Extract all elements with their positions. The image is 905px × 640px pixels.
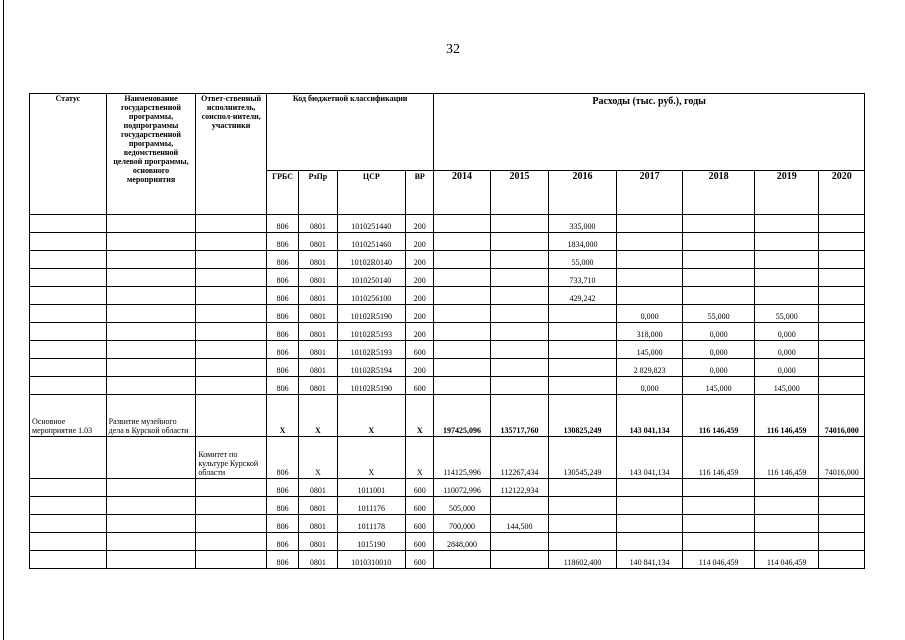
header-year-2014: 2014 bbox=[434, 171, 490, 215]
cell-rzpr: 0801 bbox=[299, 377, 337, 395]
cell-vr: 200 bbox=[406, 359, 434, 377]
cell-year-2014 bbox=[434, 341, 490, 359]
cell-year-2016: 1834,000 bbox=[549, 233, 617, 251]
table-row bbox=[30, 305, 865, 323]
cell-year-2020 bbox=[819, 359, 865, 377]
cell-name bbox=[106, 215, 196, 233]
cell-status: Основное мероприятие 1.03 bbox=[30, 395, 107, 437]
cell-year-2020: 74016,000 bbox=[819, 395, 865, 437]
cell-year-2017 bbox=[616, 233, 683, 251]
cell-csr: 1010250140 bbox=[337, 269, 406, 287]
header-code-grbs: ГРБС bbox=[266, 171, 298, 215]
cell-year-2014 bbox=[434, 305, 490, 323]
cell-csr: 1010310010 bbox=[337, 551, 406, 569]
cell-year-2017: 143 041,134 bbox=[616, 395, 683, 437]
cell-status bbox=[30, 497, 107, 515]
cell-csr: 1010251440 bbox=[337, 215, 406, 233]
cell-year-2015 bbox=[490, 377, 548, 395]
cell-year-2018 bbox=[683, 251, 755, 269]
cell-status bbox=[30, 341, 107, 359]
cell-year-2018 bbox=[683, 269, 755, 287]
cell-year-2019 bbox=[754, 269, 819, 287]
cell-year-2020: 74016,000 bbox=[819, 437, 865, 479]
table-row bbox=[30, 515, 865, 533]
cell-rzpr: 0801 bbox=[299, 233, 337, 251]
cell-year-2019 bbox=[754, 515, 819, 533]
cell-year-2018: 0,000 bbox=[683, 323, 755, 341]
cell-year-2016: 429,242 bbox=[549, 287, 617, 305]
table-row bbox=[30, 533, 865, 551]
table-row bbox=[30, 395, 865, 437]
cell-name bbox=[106, 305, 196, 323]
cell-year-2015 bbox=[490, 359, 548, 377]
cell-rzpr: 0801 bbox=[299, 323, 337, 341]
cell-year-2018: 114 046,459 bbox=[683, 551, 755, 569]
cell-rzpr: 0801 bbox=[299, 269, 337, 287]
cell-year-2016 bbox=[549, 341, 617, 359]
cell-year-2020 bbox=[819, 305, 865, 323]
cell-grbs: 806 bbox=[266, 251, 298, 269]
cell-year-2020 bbox=[819, 233, 865, 251]
cell-name bbox=[106, 269, 196, 287]
cell-executor bbox=[196, 251, 267, 269]
cell-year-2019: 55,000 bbox=[754, 305, 819, 323]
cell-year-2020 bbox=[819, 497, 865, 515]
cell-year-2014: 114125,996 bbox=[434, 437, 490, 479]
cell-vr: 600 bbox=[406, 377, 434, 395]
cell-vr: 600 bbox=[406, 479, 434, 497]
cell-year-2017 bbox=[616, 215, 683, 233]
cell-year-2018: 0,000 bbox=[683, 359, 755, 377]
header-year-2016: 2016 bbox=[549, 171, 617, 215]
table-row bbox=[30, 479, 865, 497]
cell-csr: 10102R5193 bbox=[337, 341, 406, 359]
cell-year-2019 bbox=[754, 233, 819, 251]
cell-year-2018 bbox=[683, 515, 755, 533]
cell-year-2014: 2848,000 bbox=[434, 533, 490, 551]
cell-year-2020 bbox=[819, 479, 865, 497]
cell-grbs: 806 bbox=[266, 323, 298, 341]
cell-year-2016 bbox=[549, 359, 617, 377]
cell-year-2019 bbox=[754, 287, 819, 305]
cell-vr: 200 bbox=[406, 269, 434, 287]
cell-vr: Х bbox=[406, 395, 434, 437]
cell-year-2019 bbox=[754, 497, 819, 515]
cell-name bbox=[106, 251, 196, 269]
cell-vr: 600 bbox=[406, 533, 434, 551]
cell-status bbox=[30, 305, 107, 323]
cell-year-2019: 145,000 bbox=[754, 377, 819, 395]
cell-name bbox=[106, 287, 196, 305]
header-status: Статус bbox=[30, 94, 107, 215]
cell-year-2017: 143 041,134 bbox=[616, 437, 683, 479]
cell-year-2018: 116 146,459 bbox=[683, 437, 755, 479]
cell-executor bbox=[196, 377, 267, 395]
cell-name bbox=[106, 437, 196, 479]
cell-year-2015: 135717,760 bbox=[490, 395, 548, 437]
cell-year-2015: 112122,934 bbox=[490, 479, 548, 497]
cell-executor bbox=[196, 395, 267, 437]
cell-year-2015 bbox=[490, 305, 548, 323]
cell-csr: 1011176 bbox=[337, 497, 406, 515]
cell-year-2014 bbox=[434, 269, 490, 287]
table-row bbox=[30, 269, 865, 287]
cell-year-2017: 2 829,823 bbox=[616, 359, 683, 377]
cell-vr: 600 bbox=[406, 341, 434, 359]
cell-year-2015: 112267,434 bbox=[490, 437, 548, 479]
cell-year-2018 bbox=[683, 215, 755, 233]
cell-year-2017 bbox=[616, 251, 683, 269]
header-year-2019: 2019 bbox=[754, 171, 819, 215]
cell-year-2016 bbox=[549, 305, 617, 323]
cell-year-2020 bbox=[819, 287, 865, 305]
cell-status bbox=[30, 269, 107, 287]
cell-year-2017: 0,000 bbox=[616, 377, 683, 395]
cell-executor bbox=[196, 515, 267, 533]
table-row bbox=[30, 377, 865, 395]
cell-year-2017: 318,000 bbox=[616, 323, 683, 341]
cell-year-2019 bbox=[754, 215, 819, 233]
cell-year-2014: 110072,996 bbox=[434, 479, 490, 497]
cell-year-2015 bbox=[490, 215, 548, 233]
cell-year-2019 bbox=[754, 479, 819, 497]
cell-executor bbox=[196, 359, 267, 377]
cell-csr: 1011178 bbox=[337, 515, 406, 533]
cell-year-2018: 145,000 bbox=[683, 377, 755, 395]
cell-year-2014 bbox=[434, 551, 490, 569]
cell-name: Развитие музейного дела в Курской области bbox=[106, 395, 196, 437]
cell-year-2018: 116 146,459 bbox=[683, 395, 755, 437]
header-year-2018: 2018 bbox=[683, 171, 755, 215]
cell-grbs: 806 bbox=[266, 437, 298, 479]
cell-executor bbox=[196, 233, 267, 251]
header-codes-group: Код бюджетной классификации bbox=[266, 94, 433, 171]
cell-year-2019: 0,000 bbox=[754, 341, 819, 359]
cell-vr: 600 bbox=[406, 497, 434, 515]
cell-csr: 1015190 bbox=[337, 533, 406, 551]
cell-year-2018 bbox=[683, 497, 755, 515]
cell-vr: 600 bbox=[406, 551, 434, 569]
cell-year-2018 bbox=[683, 287, 755, 305]
cell-executor: Комитет по культуре Курской области bbox=[196, 437, 267, 479]
cell-year-2019: 0,000 bbox=[754, 359, 819, 377]
cell-rzpr: Х bbox=[299, 395, 337, 437]
table-row bbox=[30, 233, 865, 251]
header-code-csr: ЦСР bbox=[337, 171, 406, 215]
cell-csr: 10102R5193 bbox=[337, 323, 406, 341]
cell-csr: 10102R0140 bbox=[337, 251, 406, 269]
cell-year-2014: 197425,096 bbox=[434, 395, 490, 437]
cell-year-2016 bbox=[549, 515, 617, 533]
budget-table bbox=[29, 93, 865, 569]
cell-csr: 1011001 bbox=[337, 479, 406, 497]
cell-year-2014 bbox=[434, 251, 490, 269]
cell-rzpr: 0801 bbox=[299, 305, 337, 323]
cell-year-2020 bbox=[819, 515, 865, 533]
cell-year-2016: 733,710 bbox=[549, 269, 617, 287]
cell-status bbox=[30, 215, 107, 233]
cell-csr: 10102R5190 bbox=[337, 305, 406, 323]
cell-name bbox=[106, 323, 196, 341]
cell-year-2019 bbox=[754, 251, 819, 269]
cell-grbs: 806 bbox=[266, 551, 298, 569]
cell-year-2017: 145,000 bbox=[616, 341, 683, 359]
header-year-2015: 2015 bbox=[490, 171, 548, 215]
cell-year-2017 bbox=[616, 533, 683, 551]
cell-name bbox=[106, 533, 196, 551]
cell-year-2019 bbox=[754, 533, 819, 551]
table-row bbox=[30, 215, 865, 233]
cell-year-2015 bbox=[490, 233, 548, 251]
cell-year-2016 bbox=[549, 533, 617, 551]
cell-year-2018: 55,000 bbox=[683, 305, 755, 323]
cell-name bbox=[106, 551, 196, 569]
cell-rzpr: 0801 bbox=[299, 287, 337, 305]
table-row bbox=[30, 437, 865, 479]
cell-executor bbox=[196, 341, 267, 359]
cell-csr: 1010256100 bbox=[337, 287, 406, 305]
cell-year-2019: 0,000 bbox=[754, 323, 819, 341]
cell-year-2015 bbox=[490, 251, 548, 269]
cell-rzpr: 0801 bbox=[299, 533, 337, 551]
cell-rzpr: 0801 bbox=[299, 251, 337, 269]
cell-year-2016: 335,000 bbox=[549, 215, 617, 233]
cell-year-2016 bbox=[549, 323, 617, 341]
cell-executor bbox=[196, 479, 267, 497]
cell-year-2020 bbox=[819, 341, 865, 359]
cell-year-2014: 505,000 bbox=[434, 497, 490, 515]
cell-year-2018 bbox=[683, 533, 755, 551]
cell-year-2015 bbox=[490, 533, 548, 551]
cell-year-2016 bbox=[549, 377, 617, 395]
header-year-2020: 2020 bbox=[819, 171, 865, 215]
cell-name bbox=[106, 233, 196, 251]
table-row bbox=[30, 287, 865, 305]
cell-status bbox=[30, 233, 107, 251]
cell-year-2018: 0,000 bbox=[683, 341, 755, 359]
table-row bbox=[30, 551, 865, 569]
cell-rzpr: 0801 bbox=[299, 359, 337, 377]
cell-rzpr: Х bbox=[299, 437, 337, 479]
table-row bbox=[30, 497, 865, 515]
cell-grbs: 806 bbox=[266, 359, 298, 377]
cell-year-2016: 55,000 bbox=[549, 251, 617, 269]
cell-csr: Х bbox=[337, 437, 406, 479]
cell-rzpr: 0801 bbox=[299, 341, 337, 359]
cell-name bbox=[106, 377, 196, 395]
header-years-group: Расходы (тыс. руб.), годы bbox=[434, 94, 865, 171]
cell-executor bbox=[196, 287, 267, 305]
cell-vr: 200 bbox=[406, 323, 434, 341]
cell-status bbox=[30, 551, 107, 569]
cell-grbs: 806 bbox=[266, 305, 298, 323]
cell-year-2019: 114 046,459 bbox=[754, 551, 819, 569]
cell-executor bbox=[196, 497, 267, 515]
cell-year-2017 bbox=[616, 479, 683, 497]
header-name: Наименование государственной программы, подпрограммы государственной программы, ведомственной целевой программы, основного мероприятия bbox=[106, 94, 196, 215]
cell-year-2017 bbox=[616, 269, 683, 287]
cell-year-2017: 0,000 bbox=[616, 305, 683, 323]
cell-grbs: 806 bbox=[266, 233, 298, 251]
page-number: 32 bbox=[446, 42, 460, 57]
cell-year-2018 bbox=[683, 479, 755, 497]
cell-year-2017 bbox=[616, 287, 683, 305]
cell-year-2016: 130825,249 bbox=[549, 395, 617, 437]
cell-rzpr: 0801 bbox=[299, 551, 337, 569]
cell-status bbox=[30, 359, 107, 377]
cell-year-2020 bbox=[819, 251, 865, 269]
cell-vr: 200 bbox=[406, 251, 434, 269]
cell-grbs: Х bbox=[266, 395, 298, 437]
cell-grbs: 806 bbox=[266, 497, 298, 515]
cell-name bbox=[106, 359, 196, 377]
cell-status bbox=[30, 251, 107, 269]
cell-name bbox=[106, 497, 196, 515]
cell-year-2017 bbox=[616, 515, 683, 533]
cell-status bbox=[30, 287, 107, 305]
cell-year-2020 bbox=[819, 215, 865, 233]
cell-year-2019: 116 146,459 bbox=[754, 437, 819, 479]
cell-year-2014 bbox=[434, 233, 490, 251]
cell-grbs: 806 bbox=[266, 215, 298, 233]
cell-executor bbox=[196, 215, 267, 233]
cell-csr: 1010251460 bbox=[337, 233, 406, 251]
cell-grbs: 806 bbox=[266, 341, 298, 359]
cell-year-2014 bbox=[434, 377, 490, 395]
cell-year-2014: 700,000 bbox=[434, 515, 490, 533]
cell-year-2016 bbox=[549, 497, 617, 515]
cell-csr: 10102R5194 bbox=[337, 359, 406, 377]
cell-year-2016: 130545,249 bbox=[549, 437, 617, 479]
cell-executor bbox=[196, 551, 267, 569]
cell-year-2019: 116 146,459 bbox=[754, 395, 819, 437]
cell-year-2015 bbox=[490, 323, 548, 341]
cell-year-2015 bbox=[490, 269, 548, 287]
cell-rzpr: 0801 bbox=[299, 497, 337, 515]
cell-year-2014 bbox=[434, 359, 490, 377]
cell-grbs: 806 bbox=[266, 287, 298, 305]
cell-name bbox=[106, 515, 196, 533]
cell-grbs: 806 bbox=[266, 533, 298, 551]
cell-year-2016 bbox=[549, 479, 617, 497]
cell-rzpr: 0801 bbox=[299, 479, 337, 497]
header-code-rzpr: РзПр bbox=[299, 171, 337, 215]
cell-year-2018 bbox=[683, 233, 755, 251]
cell-executor bbox=[196, 323, 267, 341]
cell-vr: 200 bbox=[406, 215, 434, 233]
cell-vr: 200 bbox=[406, 305, 434, 323]
table-row bbox=[30, 323, 865, 341]
cell-status bbox=[30, 323, 107, 341]
cell-rzpr: 0801 bbox=[299, 515, 337, 533]
cell-rzpr: 0801 bbox=[299, 215, 337, 233]
cell-grbs: 806 bbox=[266, 515, 298, 533]
cell-year-2015 bbox=[490, 287, 548, 305]
cell-year-2020 bbox=[819, 377, 865, 395]
cell-year-2015 bbox=[490, 341, 548, 359]
cell-year-2015 bbox=[490, 497, 548, 515]
cell-executor bbox=[196, 269, 267, 287]
cell-year-2020 bbox=[819, 533, 865, 551]
header-year-2017: 2017 bbox=[616, 171, 683, 215]
cell-grbs: 806 bbox=[266, 269, 298, 287]
cell-grbs: 806 bbox=[266, 377, 298, 395]
cell-vr: 200 bbox=[406, 233, 434, 251]
cell-year-2014 bbox=[434, 287, 490, 305]
cell-year-2020 bbox=[819, 269, 865, 287]
cell-csr: Х bbox=[337, 395, 406, 437]
cell-year-2016: 118602,400 bbox=[549, 551, 617, 569]
cell-status bbox=[30, 515, 107, 533]
cell-year-2020 bbox=[819, 551, 865, 569]
cell-status bbox=[30, 377, 107, 395]
cell-name bbox=[106, 341, 196, 359]
cell-year-2017: 140 841,134 bbox=[616, 551, 683, 569]
cell-vr: 200 bbox=[406, 287, 434, 305]
cell-vr: 600 bbox=[406, 515, 434, 533]
cell-status bbox=[30, 437, 107, 479]
header-code-vr: ВР bbox=[406, 171, 434, 215]
cell-year-2020 bbox=[819, 323, 865, 341]
cell-status bbox=[30, 533, 107, 551]
table-row bbox=[30, 251, 865, 269]
cell-year-2015: 144,500 bbox=[490, 515, 548, 533]
cell-grbs: 806 bbox=[266, 479, 298, 497]
page-edge-line bbox=[3, 0, 4, 640]
table-row bbox=[30, 341, 865, 359]
cell-executor bbox=[196, 533, 267, 551]
cell-vr: Х bbox=[406, 437, 434, 479]
cell-year-2015 bbox=[490, 551, 548, 569]
cell-executor bbox=[196, 305, 267, 323]
cell-status bbox=[30, 479, 107, 497]
cell-name bbox=[106, 479, 196, 497]
table-body bbox=[30, 215, 865, 569]
header-executor: Ответ-ственный исполнитель, соиспол-нители, участники bbox=[196, 94, 267, 215]
cell-year-2014 bbox=[434, 323, 490, 341]
cell-year-2014 bbox=[434, 215, 490, 233]
cell-year-2017 bbox=[616, 497, 683, 515]
cell-csr: 10102R5190 bbox=[337, 377, 406, 395]
table-row bbox=[30, 359, 865, 377]
